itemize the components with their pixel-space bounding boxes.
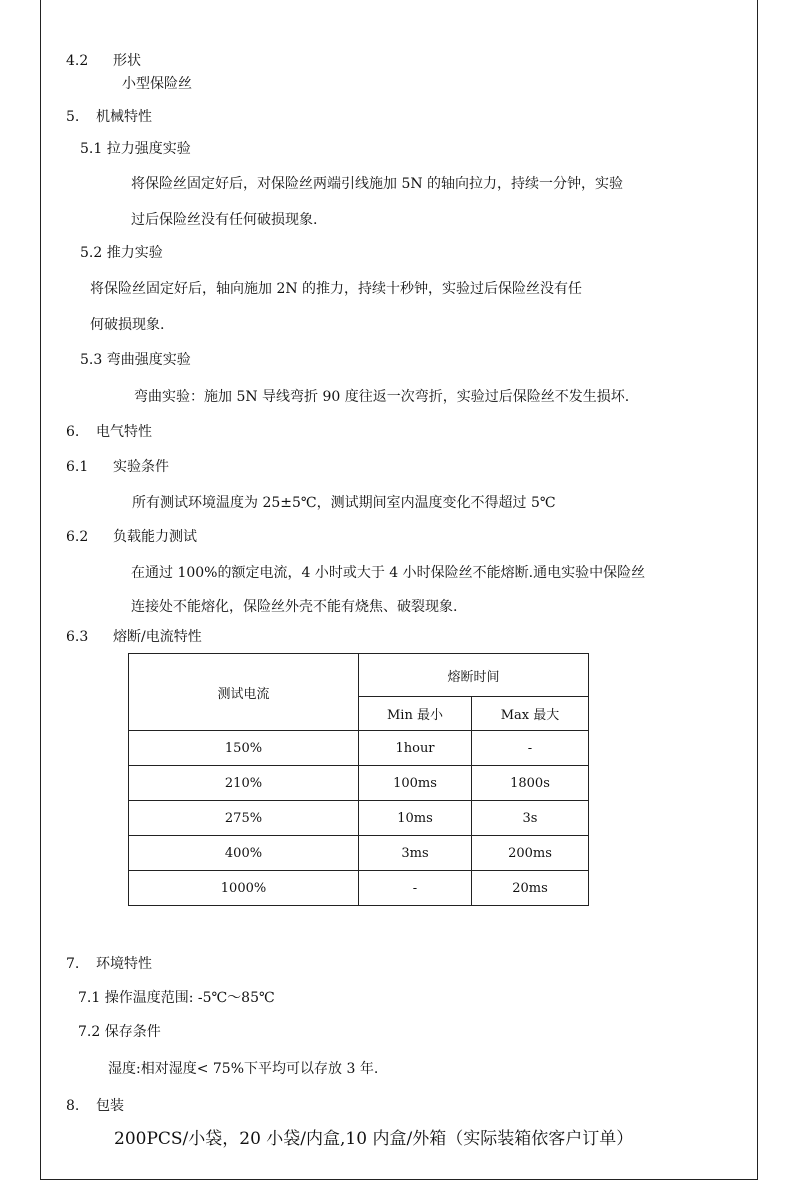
cell-current: 400% (129, 836, 359, 871)
section-7-title: 环境特性 (96, 956, 152, 972)
table-row (129, 766, 589, 801)
section-6-1-number: 6.1 (66, 459, 89, 475)
header-fusing-time: 熔断时间 (359, 654, 589, 697)
fuse-current-table (128, 653, 589, 906)
section-5-1-line-2: 过后保险丝没有任何破损现象. (131, 212, 318, 228)
page-border-right (757, 0, 758, 1180)
cell-min: 10ms (359, 801, 472, 836)
cell-max: - (472, 731, 589, 766)
table-row (129, 871, 589, 906)
section-4-2-body: 小型保险丝 (122, 76, 192, 92)
cell-min: 100ms (359, 766, 472, 801)
header-max: Max 最大 (472, 697, 589, 731)
section-6-2-title: 负载能力测试 (113, 529, 197, 545)
section-4-2-number: 4.2 (66, 53, 89, 69)
section-7-2-line-1: 湿度:相对湿度< 75%下平均可以存放 3 年. (108, 1061, 379, 1077)
section-6-2-number: 6.2 (66, 529, 89, 545)
table-row (129, 731, 589, 766)
section-6-number: 6. (66, 424, 80, 440)
section-7-1-title: 7.1 操作温度范围: -5℃～85℃ (78, 990, 275, 1006)
section-4-2-title: 形状 (113, 53, 141, 69)
section-7-number: 7. (66, 956, 80, 972)
header-test-current: 测试电流 (129, 654, 359, 731)
cell-max: 20ms (472, 871, 589, 906)
page-border-bottom (40, 1179, 758, 1180)
section-5-title: 机械特性 (96, 109, 152, 125)
cell-max: 1800s (472, 766, 589, 801)
section-6-title: 电气特性 (96, 424, 152, 440)
section-6-3-number: 6.3 (66, 629, 89, 645)
cell-min: - (359, 871, 472, 906)
section-7-2-title: 7.2 保存条件 (78, 1024, 161, 1040)
cell-min: 1hour (359, 731, 472, 766)
section-6-1-line-1: 所有测试环境温度为 25±5℃，测试期间室内温度变化不得超过 5℃ (132, 495, 556, 511)
section-6-2-line-1: 在通过 100%的额定电流，4 小时或大于 4 小时保险丝不能熔断.通电实验中保险丝 (131, 565, 646, 581)
table-row (129, 801, 589, 836)
section-5-3-line-1: 弯曲实验：施加 5N 导线弯折 90 度往返一次弯折，实验过后保险丝不发生损坏. (134, 389, 630, 405)
section-5-1-title: 5.1 拉力强度实验 (80, 141, 191, 157)
cell-current: 150% (129, 731, 359, 766)
section-6-3-title: 熔断/电流特性 (113, 629, 202, 645)
section-8-title: 包装 (96, 1098, 124, 1114)
cell-current: 210% (129, 766, 359, 801)
cell-current: 275% (129, 801, 359, 836)
cell-max: 3s (472, 801, 589, 836)
section-8-line-1: 200PCS/小袋，20 小袋/内盒,10 内盒/外箱（实际装箱依客户订单） (114, 1129, 634, 1149)
section-5-number: 5. (66, 109, 80, 125)
cell-current: 1000% (129, 871, 359, 906)
section-5-1-line-1: 将保险丝固定好后，对保险丝两端引线施加 5N 的轴向拉力，持续一分钟，实验 (131, 176, 624, 192)
section-8-number: 8. (66, 1098, 80, 1114)
header-min: Min 最小 (359, 697, 472, 731)
section-5-2-line-2: 何破损现象. (90, 317, 165, 333)
section-6-2-line-2: 连接处不能熔化，保险丝外壳不能有烧焦、破裂现象. (131, 599, 458, 615)
section-6-1-title: 实验条件 (113, 459, 169, 475)
section-5-3-title: 5.3 弯曲强度实验 (80, 352, 191, 368)
table-row (129, 836, 589, 871)
section-5-2-line-1: 将保险丝固定好后，轴向施加 2N 的推力，持续十秒钟，实验过后保险丝没有任 (90, 281, 583, 297)
section-5-2-title: 5.2 推力实验 (80, 245, 163, 261)
page-border-left (40, 0, 41, 1180)
cell-min: 3ms (359, 836, 472, 871)
cell-max: 200ms (472, 836, 589, 871)
